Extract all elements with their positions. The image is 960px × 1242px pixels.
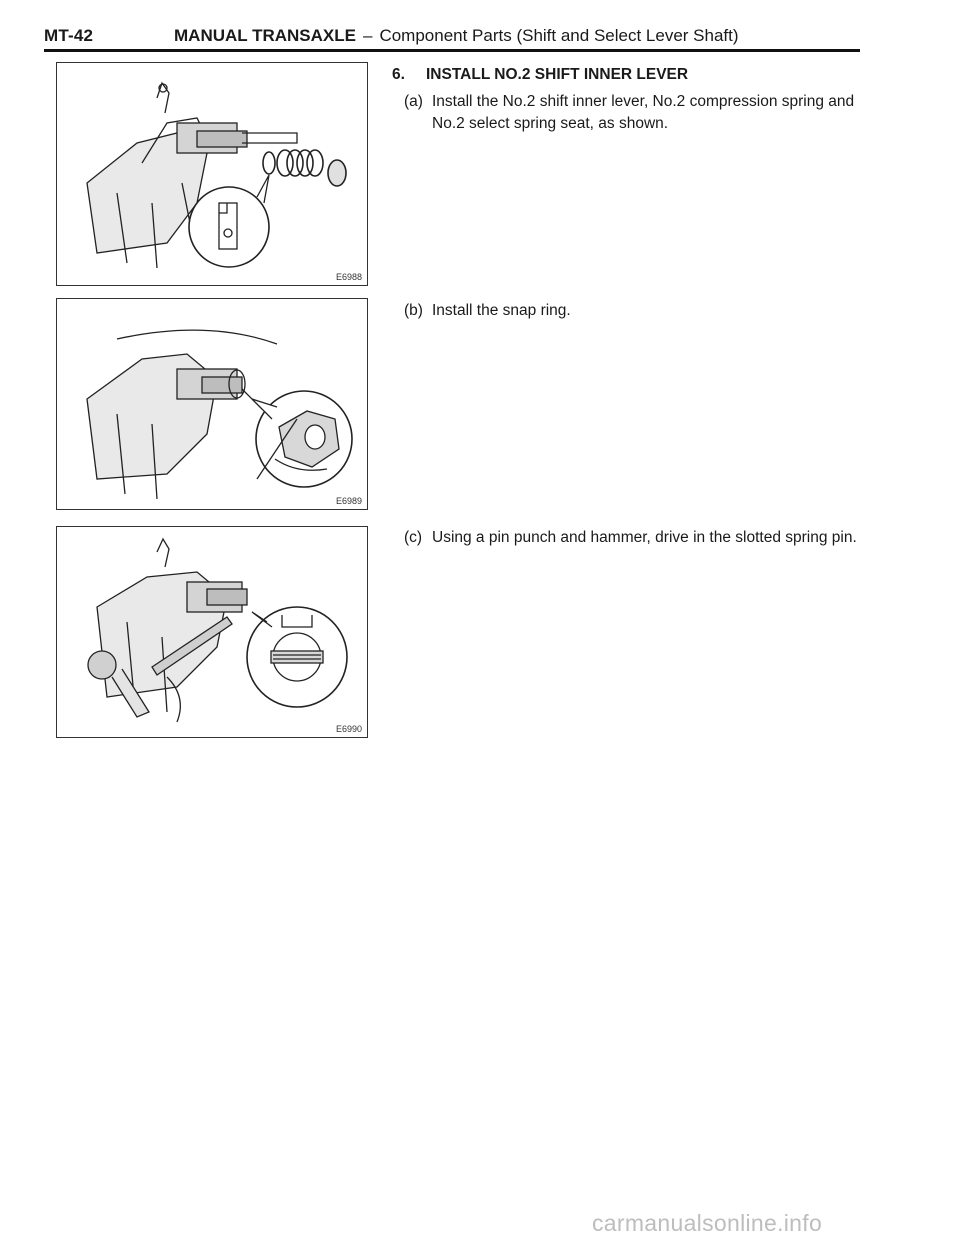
substep-letter: (c) <box>404 529 423 546</box>
illustration-pin-punch <box>57 527 367 737</box>
substep-c <box>404 527 874 549</box>
substep-b <box>404 300 874 322</box>
illustration-snap-ring <box>57 299 367 509</box>
section-subtitle: Component Parts (Shift and Select Lever Shaft) <box>379 26 739 45</box>
step-heading <box>392 66 688 84</box>
figure-e6990 <box>56 526 368 738</box>
figure-code: E6989 <box>335 496 362 506</box>
illustration-shift-inner-lever <box>57 63 367 285</box>
section-name: MANUAL TRANSAXLE <box>174 26 356 45</box>
figure-code: E6988 <box>335 272 362 282</box>
step-number: 6. <box>392 66 405 83</box>
watermark: carmanualsonline.info <box>592 1210 823 1236</box>
substep-text: Using a pin punch and hammer, drive in the slotted spring pin. <box>432 529 857 546</box>
substep-a <box>404 91 874 135</box>
title-dash: – <box>362 26 373 45</box>
substep-text: Install the snap ring. <box>432 302 571 319</box>
page-title <box>174 26 739 46</box>
figure-e6989 <box>56 298 368 510</box>
step-title: INSTALL NO.2 SHIFT INNER LEVER <box>426 66 689 83</box>
substep-letter: (a) <box>404 93 423 110</box>
page-header <box>44 26 860 52</box>
substep-letter: (b) <box>404 302 423 319</box>
figure-code: E6990 <box>335 724 362 734</box>
figure-e6988 <box>56 62 368 286</box>
header-rule <box>44 49 860 52</box>
substep-text: Install the No.2 shift inner lever, No.2 compression spring and No.2 select spring seat, as shown. <box>432 93 855 132</box>
page-code: MT-42 <box>44 26 94 45</box>
